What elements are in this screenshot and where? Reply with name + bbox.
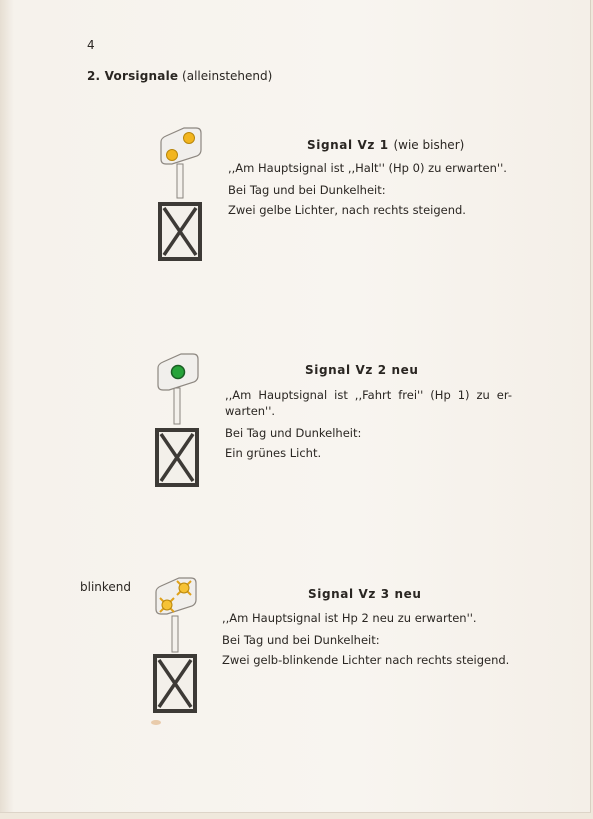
signal-vz1-icon [158, 124, 204, 262]
signal-vz1-light-upper [184, 133, 195, 144]
signal-vz1-text [228, 160, 518, 220]
section-title: 2. Vorsignale [87, 69, 179, 83]
signal-vz2-description: Ein grünes Licht. [225, 446, 322, 460]
signal-vz2-title: Signal Vz 2 neu [305, 363, 419, 377]
signal-vz2-condition: Bei Tag und Dunkelheit: [225, 426, 362, 440]
signal-vz3-description: Zwei gelb-blinkende Lichter nach rechts steigend. [222, 653, 510, 667]
signal-vz1-description: Zwei gelbe Lichter, nach rechts steigend. [228, 203, 466, 217]
signal-vz3-light-lower [160, 598, 174, 612]
signal-vz3-quote: ,,Am Hauptsignal ist Hp 2 neu zu erwarten''. [222, 611, 477, 625]
paper-stain [151, 720, 161, 725]
signal-vz2-light [172, 366, 185, 379]
signal-vz2-text [225, 387, 512, 463]
signal-vz3-title: Signal Vz 3 neu [308, 587, 422, 601]
section-heading [87, 69, 272, 83]
signal-vz1-quote: ,,Am Hauptsignal ist ,,Halt'' (Hp 0) zu erwarten''. [228, 161, 507, 175]
signal-vz1-title: Signal Vz 1 (wie bisher) [307, 138, 465, 152]
signal-vz2-quote: ,,Am Hauptsignal ist ,,Fahrt frei'' (Hp 1) zu er- warten''. [225, 388, 512, 418]
signal-vz3-condition: Bei Tag und bei Dunkelheit: [222, 633, 380, 647]
signal-vz3-text [222, 610, 522, 670]
section-note: (alleinstehend) [182, 69, 273, 83]
signal-vz3-icon [153, 574, 199, 712]
blinking-label: blinkend [80, 580, 132, 594]
signal-vz1-condition: Bei Tag und bei Dunkelheit: [228, 183, 386, 197]
page-number: 4 [87, 38, 95, 52]
signal-vz3-light-upper [177, 581, 191, 595]
signal-vz1-light-lower [167, 150, 178, 161]
signal-vz2-icon [155, 350, 201, 488]
